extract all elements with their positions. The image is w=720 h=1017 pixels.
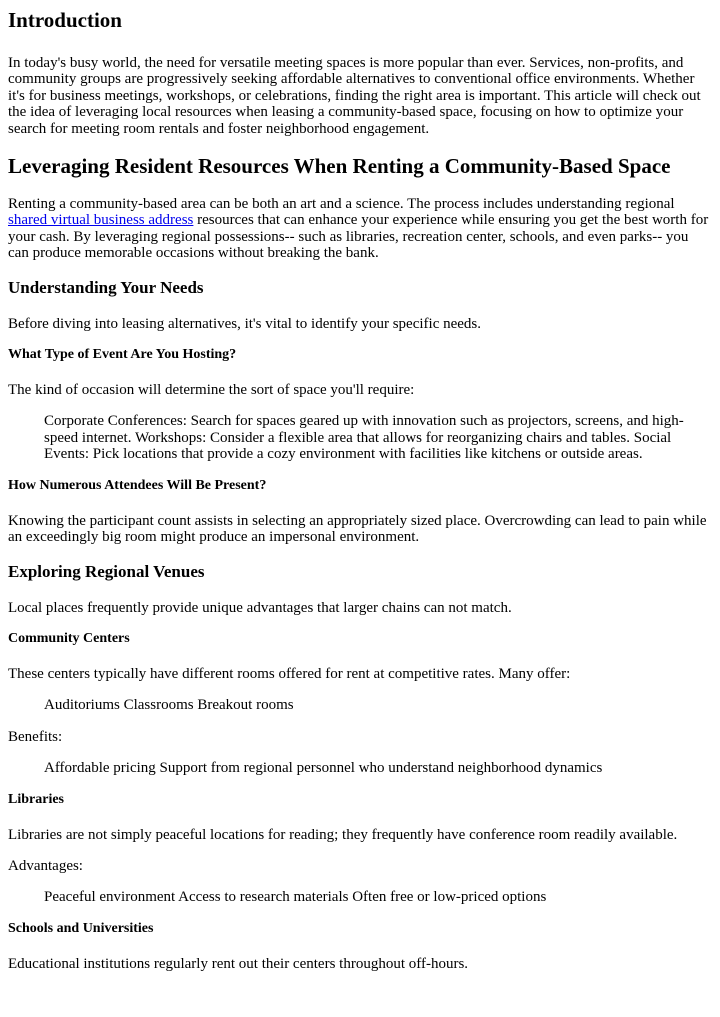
attendees-paragraph: Knowing the participant count assists in selecting an appropriately sized place. Overcrowding can lead to pain while an exceedingly big room might produce an impersonal environment. <box>8 512 707 546</box>
intro-heading: Introduction <box>8 8 122 32</box>
leveraging-text-before-link: Renting a community-based area can be both an art and a science. The process includes understanding regional <box>8 196 675 213</box>
community-centers-paragraph: These centers typically have different rooms offered for rent at competitive rates. Many offer: <box>8 665 571 682</box>
shared-virtual-business-address-link[interactable]: shared virtual business address <box>8 212 194 229</box>
leveraging-paragraph <box>8 196 712 262</box>
benefits-list: Affordable pricing Support from regional personnel who understand neighborhood dynamics <box>44 760 603 777</box>
event-type-paragraph: The kind of occasion will determine the sort of space you'll require: <box>8 382 415 399</box>
attendees-heading: How Numerous Attendees Will Be Present? <box>8 477 267 493</box>
intro-paragraph: In today's busy world, the need for versatile meeting spaces is more popular than ever. Services, non-profits, and community groups are progressively seeking affordable alternatives to conventional office environments. Whether it's for business meetings, workshops, or celebrations, finding the right area is important. This article will check out the idea of leveraging local resources when leasing a community-based space, focusing on how to optimize your search for meeting room rentals and foster neighborhood engagement. <box>8 55 701 137</box>
advantages-list: Peaceful environment Access to research materials Often free or low-priced options <box>44 889 547 906</box>
community-centers-list: Auditoriums Classrooms Breakout rooms <box>44 697 294 714</box>
needs-paragraph: Before diving into leasing alternatives, it's vital to identify your specific needs. <box>8 315 481 332</box>
advantages-label: Advantages: <box>8 857 83 874</box>
venues-paragraph: Local places frequently provide unique advantages that larger chains can not match. <box>8 599 512 616</box>
leveraging-text-after-link: resources that can enhance your experience while ensuring you get the best worth for your cash. By leveraging regional possessions-- such as libraries, recreation center, schools, and even parks-- you can produce memorable occasions without breaking the bank. <box>8 212 709 262</box>
leveraging-heading: Leveraging Resident Resources When Renting a Community-Based Space <box>8 154 671 179</box>
libraries-heading: Libraries <box>8 791 64 807</box>
community-centers-heading: Community Centers <box>8 630 130 646</box>
event-type-list: Corporate Conferences: Search for spaces geared up with innovation such as projectors, screens, and high-speed internet. Workshops: Consider a flexible area that allows for reorganizing chairs and tables. Social Events: Pick locations that provide a cozy environment with facilities like kitchens or outside areas. <box>44 413 684 463</box>
schools-heading: Schools and Universities <box>8 920 154 936</box>
venues-heading: Exploring Regional Venues <box>8 561 205 581</box>
libraries-paragraph: Libraries are not simply peaceful locations for reading; they frequently have conference room readily available. <box>8 826 678 843</box>
needs-heading: Understanding Your Needs <box>8 277 204 297</box>
benefits-label: Benefits: <box>8 728 63 745</box>
schools-paragraph: Educational institutions regularly rent out their centers throughout off-hours. <box>8 955 469 972</box>
event-type-heading: What Type of Event Are You Hosting? <box>8 347 237 363</box>
